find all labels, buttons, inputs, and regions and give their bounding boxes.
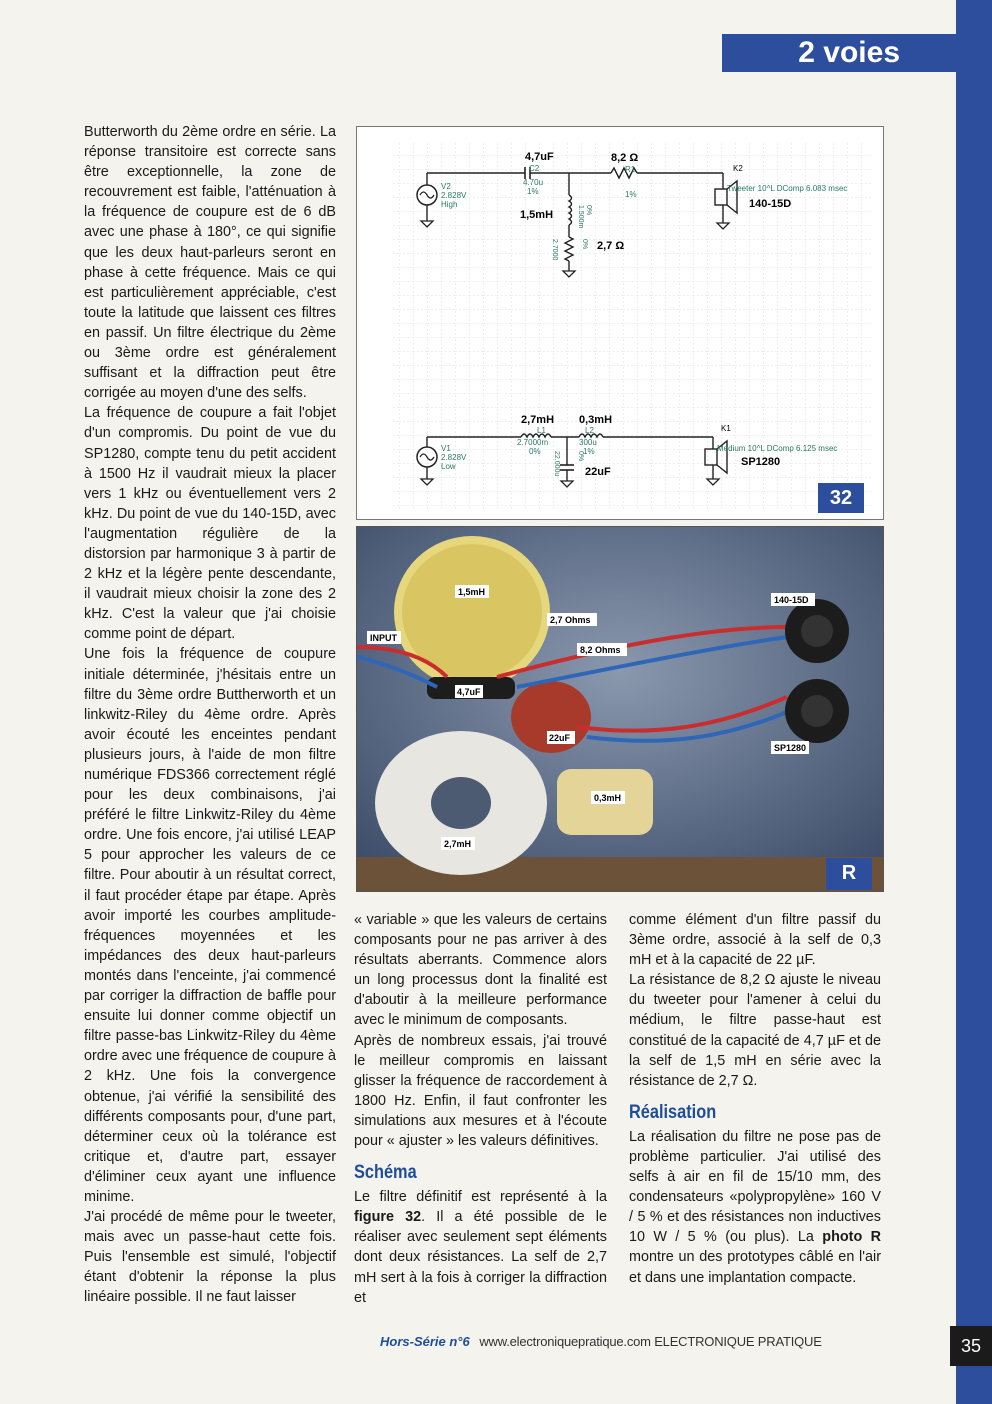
paragraph: Après de nombreux essais, j'ai trouvé le meilleur compromis en laissant glisser la fréquence de raccordement à 1800 Hz. Enfin, il faut confronter les simulations aux mesures et à l'écoute pour « ajuster » les valeurs définitives.	[354, 1032, 607, 1150]
paragraph: La résistance de 8,2 Ω ajuste le niveau du tweeter pour l'amener à celui du médium, le filtre passe-haut est constitué de la capacité de 4,7 µF et de la self de 1,5 mH en série avec la résistance de 2,7 Ω.	[629, 972, 881, 1089]
res-ref: R1	[625, 165, 636, 174]
paragraph: La fréquence de coupure a fait l'objet d'un compromis. Du point de vue du SP1280, compte tenu du petit accident à 1500 Hz il vaudrait mieux la placer vers 1 kHz ou éventuellement vers 2 kHz. Du point de vue du 140-15D, avec l'augmentation régulière de la distorsion par harmonique 3 à partir de 2 kHz et la légère pente descendante, il vaudrait mieux choisir la zone des 2 kHz. C'est la valeur que j'ai choisie comme point de départ.	[84, 405, 336, 643]
ind1-value: 2,7mH	[521, 414, 555, 426]
ind-tol: 0%	[585, 205, 592, 216]
ind1-tol: 0%	[529, 447, 541, 456]
ind-small: 1.500m	[577, 205, 584, 229]
ind-value: 1,5mH	[520, 209, 554, 221]
page-footer	[380, 1334, 900, 1349]
section-title-schema: Schéma	[354, 1162, 417, 1184]
paragraph: La réalisation du filtre ne pose pas de problème particulier. J'ai utilisé des selfs à air en fil de 15/10 mm, des condensateurs «polypropylène» 160 V / 5 % et des résistances non inductives 10 W / 5 % (ou plus). La photo R montre un des prototypes câblé en l'air et dans une implantation compacte.	[629, 1128, 881, 1286]
ind2-value: 0,3mH	[579, 414, 613, 426]
res2-small: 2.7000	[551, 239, 558, 261]
band-label: High	[441, 200, 458, 209]
photo-r-prototype	[356, 526, 884, 892]
cap-ref: C2	[529, 164, 540, 173]
spk-model: 140-15D	[749, 198, 792, 210]
spk-desc: Tweeter 10^L DComp 6.083 msec	[727, 184, 848, 193]
res-tol: 1%	[625, 190, 637, 199]
ind2-small: 300u	[579, 438, 597, 447]
page-number: 35	[950, 1326, 992, 1366]
paragraph: J'ai procédé de même pour le tweeter, mais avec un passe-haut cette fois. Puis l'ensemble est simulé, l'objectif étant d'obtenir la réponse la plus linéaire possible. Il ne faut laisser	[84, 1209, 336, 1306]
band-label: Low	[441, 462, 456, 471]
figure-reference: figure 32	[354, 1209, 422, 1226]
page-edge-band	[956, 0, 992, 1404]
source-ref: V1	[441, 444, 451, 453]
text-column-3	[629, 910, 881, 1288]
figure-32-schematic	[356, 126, 884, 520]
section-title-realisation: Réalisation	[629, 1101, 717, 1123]
source-ref: V2	[441, 182, 451, 191]
spk-desc: Medium 10^L DComp 6.125 msec	[717, 444, 838, 453]
spk-ref: K1	[721, 424, 731, 433]
cap-small: 22.000u	[553, 451, 560, 477]
ind1-small: 2.7000m	[517, 438, 549, 447]
series-name: Hors-Série n°6	[380, 1334, 470, 1349]
paragraph: Le filtre définitif est représenté à la figure 32. Il a été possible de le réaliser avec seulement sept éléments dont deux résistances. La self de 2,7 mH sert à la fois à corriger la diffraction et	[354, 1189, 608, 1306]
label-2-7ohms: 2,7 Ohms	[550, 615, 591, 625]
cap-small: 4.70u	[523, 178, 544, 187]
ind2-tol: 1%	[583, 447, 595, 456]
res-value: 8,2 Ω	[611, 152, 639, 164]
source-voltage: 2.828V	[441, 453, 467, 462]
paragraph: Une fois la fréquence de coupure initiale déterminée, j'hésitais entre un filtre du 3ème ordre Buttherworth et un linkwitz-Riley du 4ème ordre. Après avoir écouté les enceintes pendant plusieurs jours, à l'aide de mon filtre numérique FDS366 correctement réglé pour les deux combinaisons, j'ai préféré le filtre Linkwitz-Riley du 4ème ordre. Une fois encore, j'ai utilisé LEAP 5 pour approcher les valeurs de ce filtre. Pour aboutir à un résultat correct, il faut procéder étape par étape. Après avoir importé les courbes amplitude-fréquences moyennées et les impédances des deux haut-parleurs montés dans l'enceinte, j'ai commencé par corriger la diffraction de baffle pour ensuite lui donner comme objectif un filtre passe-bas Linkwitz-Riley du 4ème ordre avec une fréquence de coupure à 2 kHz. Une fois la convergence obtenue, j'ai vérifié la sensibilité des différents composants pour, d'une part, déterminer ceux où la tolérance est critique et, d'autre part, essayer d'éliminer ceux ayant une influence minime.	[84, 646, 337, 1205]
label-sp1280: SP1280	[774, 743, 807, 753]
label-140-15d: 140-15D	[774, 595, 809, 605]
section-header: 2 voies	[722, 34, 956, 72]
cap-tol: 0%	[577, 451, 584, 462]
paragraph: comme élément d'un filtre passif du 3ème ordre, associé à la self de 0,3 mH et à la capacité de 22 µF.	[629, 912, 881, 969]
cap-tol: 1%	[527, 187, 539, 196]
text-column-1	[84, 122, 336, 1308]
spk-ref: K2	[733, 164, 743, 173]
text-column-2	[354, 910, 607, 1308]
res2-tol: 0%	[581, 239, 588, 250]
ind1-ref: L1	[537, 426, 546, 435]
photo-letter-badge: R	[826, 858, 872, 890]
res2-value: 2,7 Ω	[597, 240, 625, 252]
spk-model: SP1280	[741, 456, 781, 468]
label-input: INPUT	[370, 633, 397, 643]
cap-value: 4,7uF	[525, 151, 554, 163]
ind2-ref: L2	[585, 426, 594, 435]
source-voltage: 2.828V	[441, 191, 467, 200]
label-22uf: 22uF	[549, 733, 571, 743]
website-and-title: www.electroniquepratique.com ELECTRONIQUE PRATIQUE	[479, 1334, 822, 1349]
label-1-5mh: 1,5mH	[458, 587, 486, 597]
label-8-2ohms: 8,2 Ohms	[580, 645, 621, 655]
photo-reference: photo R	[822, 1229, 881, 1246]
cap-value: 22uF	[585, 466, 611, 478]
label-2-7mh: 2,7mH	[444, 839, 472, 849]
paragraph: Butterworth du 2ème ordre en série. La réponse transitoire est correcte sans être exceptionnelle, la zone de recouvrement est faible, l'atténuation à la fréquence de coupure est de 6 dB avec une phase à 180°, ce qui signifie que les deux haut-parleurs seront en phase à cette fréquence. Mais ce qui est particulièrement appréciable, c'est toute la latitude que laissent ces filtres en passif. Un filtre électrique du 2ème ou 3ème ordre est généralement suffisant et la diffraction peut être corrigée au moyen d'une des selfs.	[84, 124, 336, 402]
figure-number-badge: 32	[818, 483, 864, 513]
paragraph: « variable » que les valeurs de certains composants pour ne pas arriver à des résultats aberrants. Commence alors un long processus dont la finalité est d'aboutir à la meilleure performance avec le minimum de composants.	[354, 912, 607, 1029]
label-4-7uf: 4,7uF	[457, 687, 481, 697]
label-0-3mh: 0,3mH	[594, 793, 622, 803]
